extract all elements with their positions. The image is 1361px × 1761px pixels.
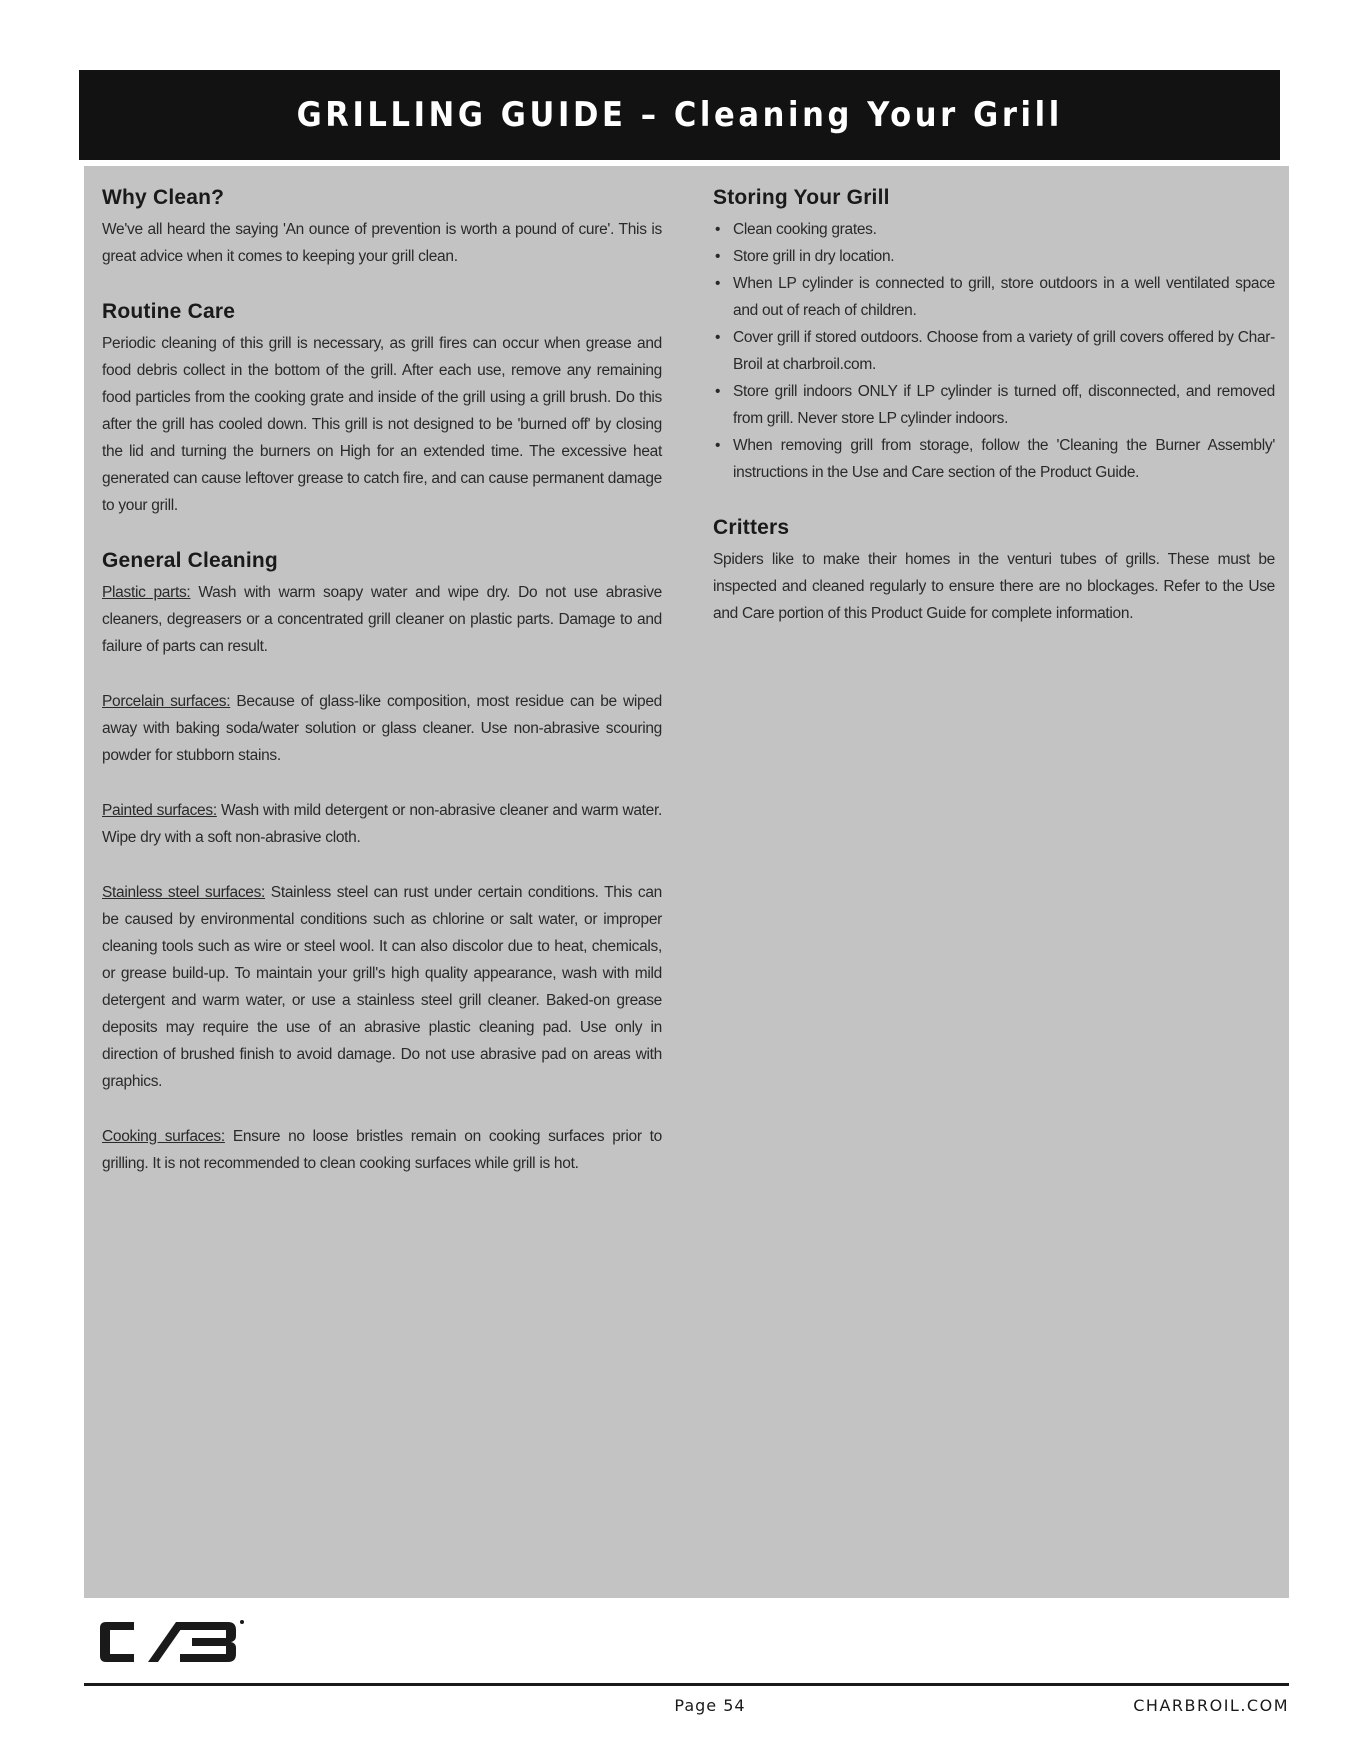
footer-rule — [84, 1683, 1289, 1686]
list-item — [713, 324, 1275, 378]
painted-surfaces-text — [102, 797, 662, 851]
list-item — [713, 432, 1275, 486]
website-url: CHARBROIL.COM — [1133, 1696, 1289, 1715]
heading-why-clean: Why Clean? — [102, 186, 225, 209]
list-item — [713, 378, 1275, 432]
bullet-icon: • — [715, 437, 721, 454]
section-routine-care — [102, 300, 662, 519]
why-clean-text: We've all heard the saying 'An ounce of prevention is worth a pound of cure'. This is great advice when it comes to keeping your grill clean. — [102, 221, 662, 265]
section-general-cleaning — [102, 549, 662, 1177]
porcelain-surfaces-text — [102, 688, 662, 769]
page-number: Page 54 — [674, 1696, 746, 1715]
plastic-parts-text — [102, 579, 662, 660]
bullet-icon: • — [715, 275, 721, 292]
list-item — [713, 243, 1275, 270]
painted-surfaces-label: Painted surfaces: — [102, 802, 217, 819]
heading-storing: Storing Your Grill — [713, 186, 890, 209]
stainless-steel-label: Stainless steel surfaces: — [102, 884, 266, 901]
painted-surfaces-body: Wash with mild detergent or non-abrasive cleaner and warm water. Wipe dry with a soft non-abrasive cloth. — [102, 802, 662, 846]
bullet-icon: • — [715, 221, 721, 238]
porcelain-surfaces-label: Porcelain surfaces: — [102, 693, 231, 710]
right-column — [713, 186, 1275, 657]
charbroil-cb-logo-icon — [96, 1614, 246, 1670]
list-item-text: When removing grill from storage, follow the 'Cleaning the Burner Assembly' instructions in the Use and Care section of the Product Guide. — [733, 437, 1275, 481]
critters-text: Spiders like to make their homes in the venturi tubes of grills. These must be inspected and cleaned regularly to ensure there are no blockages. Refer to the Use and Care portion of this Product Guide for complete information. — [713, 551, 1275, 622]
heading-critters: Critters — [713, 516, 790, 539]
stainless-steel-body: Stainless steel can rust under certain conditions. This can be caused by environmental conditions such as chlorine or salt water, or improper cleaning tools such as wire or steel wool. It can also discolor due to heat, chemicals, or grease build-up. To maintain your grill's high quality appearance, wash with mild detergent and warm water, or use a stainless steel grill cleaner. Baked-on grease deposits may require the use of an abrasive plastic cleaning pad. Use only in direction of brushed finish to avoid damage. Do not use abrasive pad on areas with graphics. — [102, 884, 663, 1090]
storing-list — [713, 216, 1275, 486]
stainless-steel-text — [102, 879, 662, 1095]
list-item — [713, 216, 1275, 243]
bullet-icon: • — [715, 329, 721, 346]
page-title: GRILLING GUIDE – Cleaning Your Grill — [296, 95, 1063, 135]
section-critters — [713, 516, 1275, 627]
plastic-parts-body: Wash with warm soapy water and wipe dry. Do not use abrasive cleaners, degreasers or a concentrated grill cleaner on plastic parts. Damage to and failure of parts can result. — [102, 584, 662, 655]
list-item-text: Store grill in dry location. — [733, 248, 895, 265]
routine-care-text: Periodic cleaning of this grill is necessary, as grill fires can occur when grease and food debris collect in the bottom of the grill. After each use, remove any remaining food particles from the cooking grate and inside of the grill using a grill brush. Do this after the grill has cooled down. This grill is not designed to be 'burned off' by closing the lid and turning the burners on High for an extended time. The excessive heat generated can cause leftover grease to catch fire, and can cause permanent damage to your grill. — [102, 335, 662, 514]
list-item-text: Cover grill if stored outdoors. Choose from a variety of grill covers offered by Char-Broil at charbroil.com. — [733, 329, 1275, 373]
bullet-icon: • — [715, 383, 721, 400]
list-item-text: Clean cooking grates. — [733, 221, 877, 238]
heading-routine-care: Routine Care — [102, 300, 236, 323]
section-storing — [713, 186, 1275, 486]
cooking-surfaces-label: Cooking surfaces: — [102, 1128, 225, 1145]
cooking-surfaces-text — [102, 1123, 662, 1177]
porcelain-surfaces-body: Because of glass-like composition, most residue can be wiped away with baking soda/water solution or glass cleaner. Use non-abrasive scouring powder for stubborn stains. — [102, 693, 662, 764]
list-item — [713, 270, 1275, 324]
cooking-surfaces-body: Ensure no loose bristles remain on cooking surfaces prior to grilling. It is not recommended to clean cooking surfaces while grill is hot. — [102, 1128, 662, 1172]
title-bar — [79, 70, 1280, 160]
bullet-icon: • — [715, 248, 721, 265]
content-panel — [84, 166, 1289, 1598]
list-item-text: When LP cylinder is connected to grill, store outdoors in a well ventilated space and out of reach of children. — [733, 275, 1275, 319]
section-why-clean — [102, 186, 662, 270]
left-column — [102, 186, 662, 1207]
list-item-text: Store grill indoors ONLY if LP cylinder is turned off, disconnected, and removed from grill. Never store LP cylinder indoors. — [733, 383, 1275, 427]
heading-general-cleaning: General Cleaning — [102, 549, 278, 572]
plastic-parts-label: Plastic parts: — [102, 584, 191, 601]
